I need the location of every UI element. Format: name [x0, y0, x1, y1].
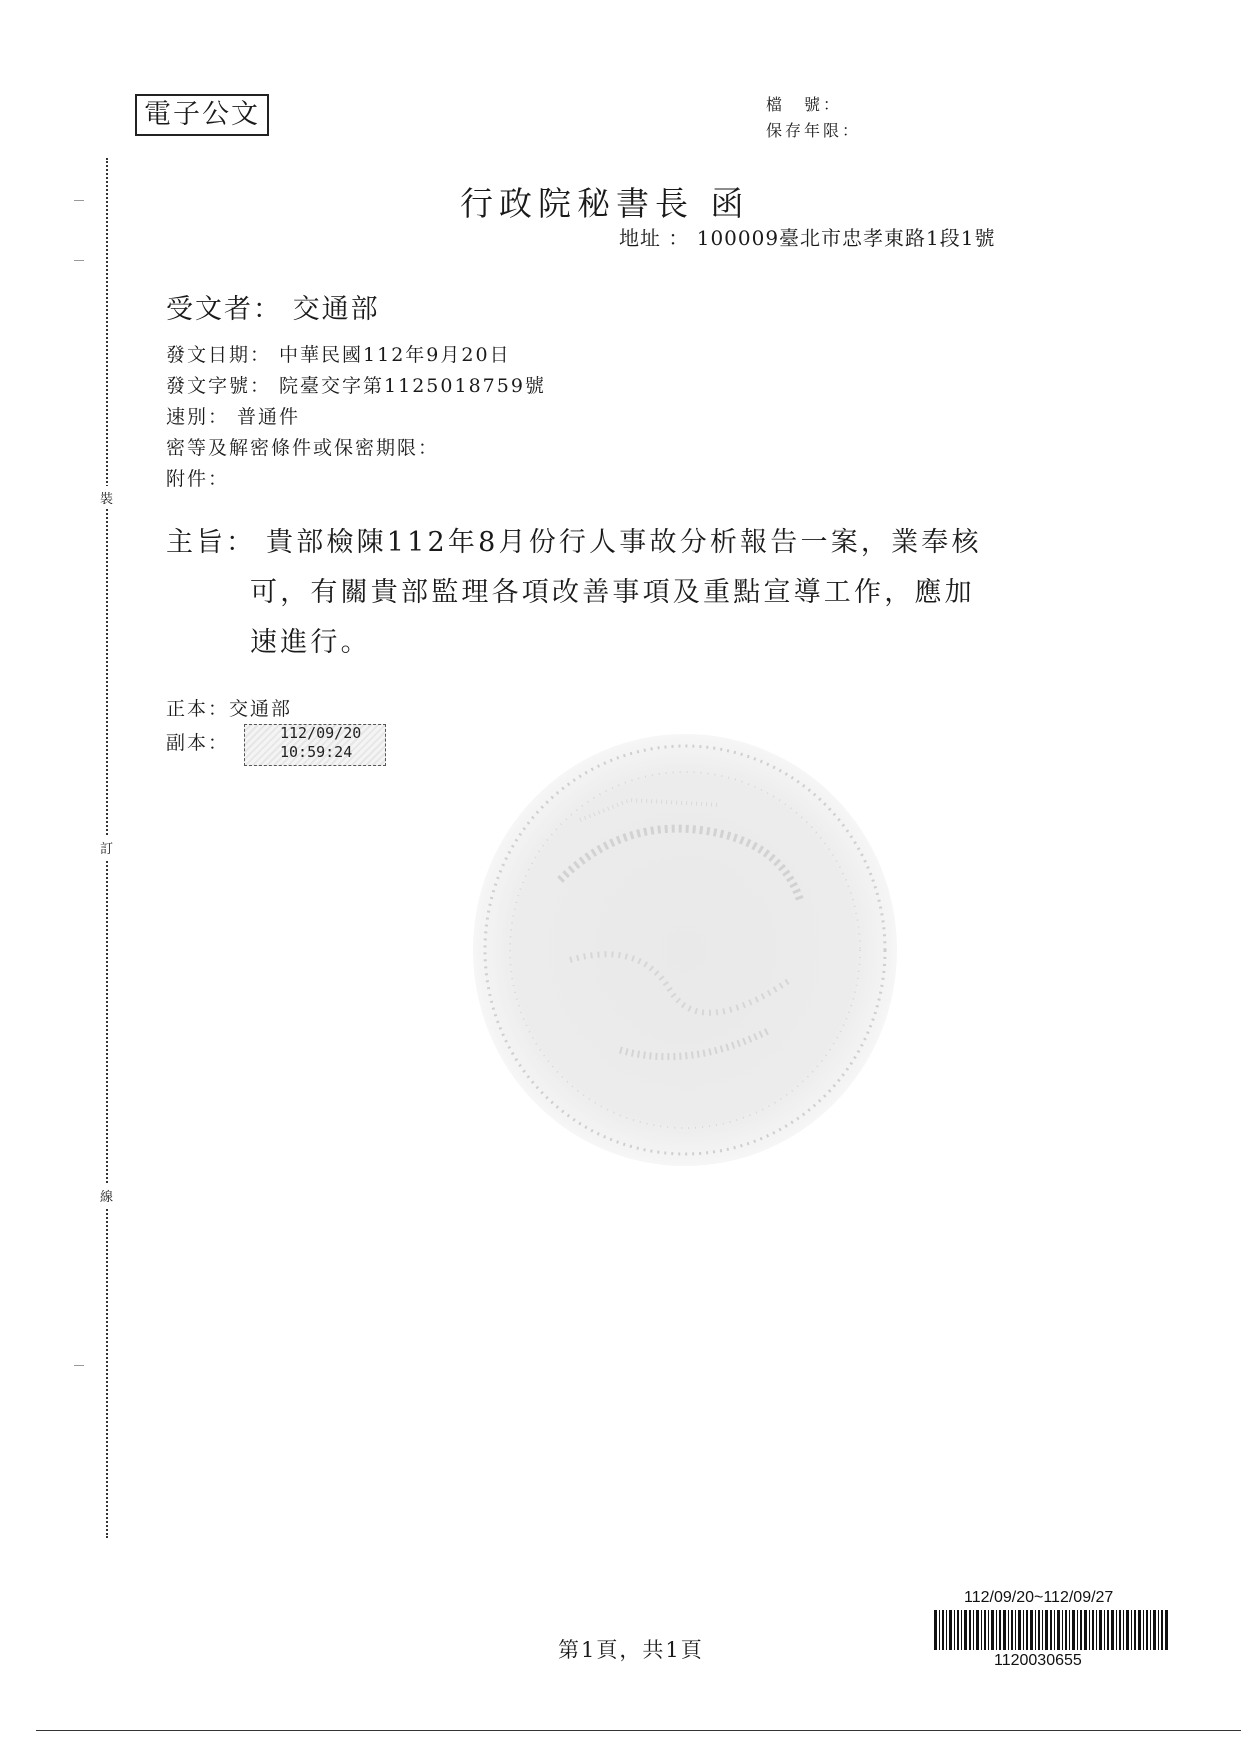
subject-label: 主旨： — [166, 527, 256, 558]
issue-date: 發文日期： 中華民國112年9月20日 — [166, 344, 511, 366]
page-number: 第1頁，共1頁 — [558, 1638, 704, 1662]
bottom-rule — [36, 1730, 1241, 1731]
duplicate-recipient-label: 副本： — [166, 732, 230, 754]
barcode-number: 1120030655 — [994, 1652, 1082, 1669]
subject-line: 可，有關貴部監理各項改善事項及重點宣導工作，應加 — [250, 577, 975, 608]
stamp-time: 10:59:24 — [280, 743, 353, 761]
barcode-date-range: 112/09/20~112/09/27 — [964, 1589, 1114, 1606]
barcode-icon — [934, 1610, 1170, 1650]
binding-char-ding: 訂 — [100, 836, 113, 859]
margin-tick — [74, 260, 84, 261]
official-seal-icon — [470, 730, 900, 1170]
binding-char-zhuang: 裝 — [100, 486, 113, 509]
document-number: 發文字號： 院臺交字第1125018759號 — [166, 375, 546, 397]
retention-period-label: 保存年限： — [766, 121, 862, 140]
original-recipient: 正本：交通部 — [166, 698, 293, 720]
subject-line: 速進行。 — [250, 627, 371, 658]
binding-char-xian: 線 — [100, 1184, 113, 1207]
file-number-label: 檔 號： — [766, 95, 843, 114]
subject-line: 貴部檢陳112年8月份行人事故分析報告一案，業奉核 — [266, 527, 982, 558]
delivery-speed: 速別： 普通件 — [166, 406, 301, 428]
electronic-document-badge: 電子公文 — [135, 94, 269, 136]
document-title: 行政院秘書長 函 — [460, 184, 750, 223]
attachments: 附件： — [166, 468, 230, 490]
stamp-date: 112/09/20 — [280, 724, 362, 742]
margin-tick — [74, 200, 84, 201]
sender-address: 地址 ： 100009臺北市忠孝東路1段1號 — [619, 226, 996, 250]
recipient: 受文者： 交通部 — [166, 294, 380, 325]
secrecy-level: 密等及解密條件或保密期限： — [166, 437, 440, 459]
margin-tick — [74, 1365, 84, 1366]
